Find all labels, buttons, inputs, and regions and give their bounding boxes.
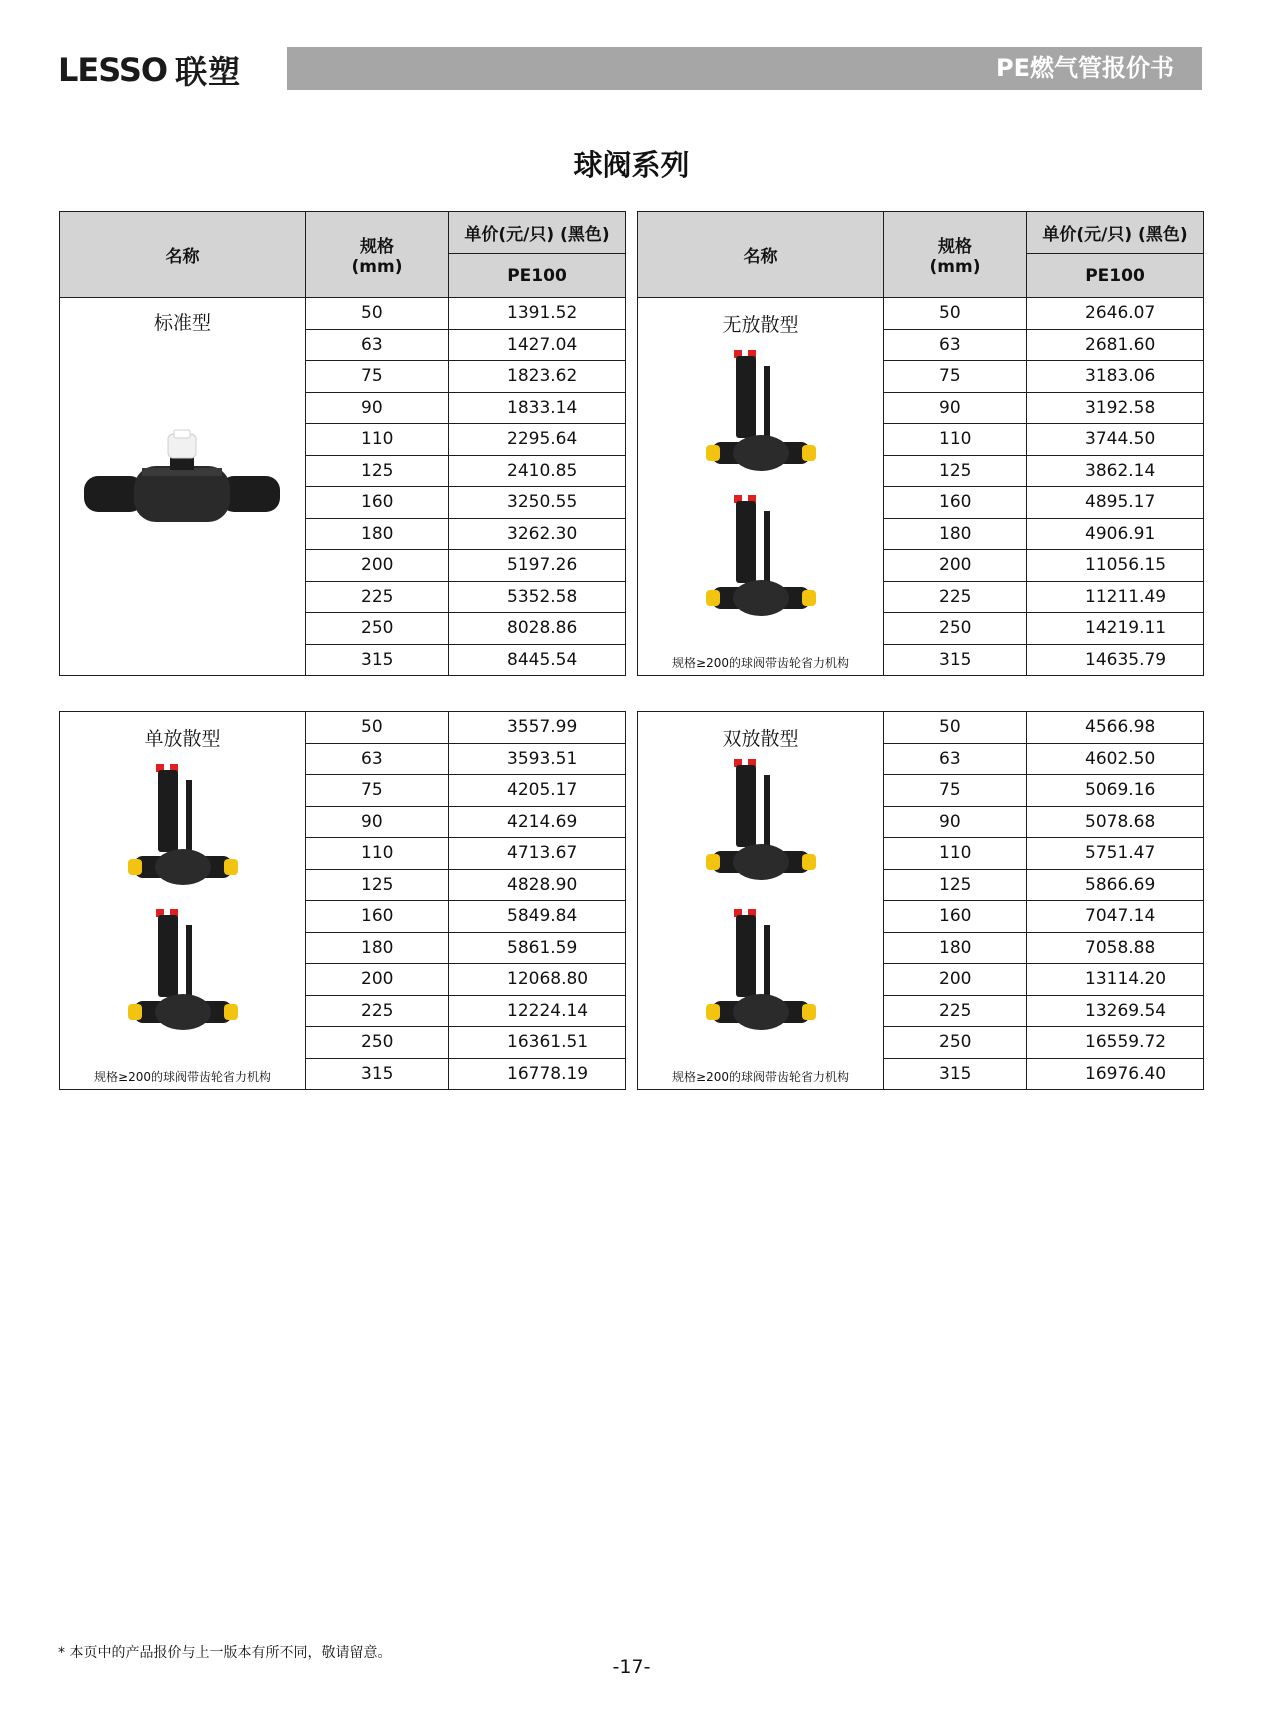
price-cell: 3862.14 bbox=[1027, 455, 1204, 487]
page-number: -17- bbox=[612, 1656, 651, 1678]
price-cell: 7047.14 bbox=[1027, 901, 1204, 933]
spec-cell: 225 bbox=[306, 995, 449, 1027]
brand-logo bbox=[58, 50, 241, 90]
price-cell: 3192.58 bbox=[1027, 392, 1204, 424]
price-cell: 5078.68 bbox=[1027, 806, 1204, 838]
table-row bbox=[60, 298, 626, 330]
price-cell: 2646.07 bbox=[1027, 298, 1204, 330]
stem-valve-image-large bbox=[706, 907, 816, 1037]
price-cell: 3262.30 bbox=[449, 518, 626, 550]
product-note: 规格≥200的球阀带齿轮省力机构 bbox=[672, 1070, 849, 1084]
price-rows bbox=[60, 712, 626, 1090]
price-cell: 14635.79 bbox=[1027, 644, 1204, 676]
spec-cell: 250 bbox=[884, 1027, 1027, 1059]
price-cell: 4602.50 bbox=[1027, 743, 1204, 775]
spec-cell: 250 bbox=[306, 1027, 449, 1059]
spec-cell: 50 bbox=[884, 298, 1027, 330]
spec-cell: 200 bbox=[306, 964, 449, 996]
product-name: 双放散型 bbox=[722, 728, 799, 750]
spec-cell: 90 bbox=[306, 806, 449, 838]
price-cell: 4713.67 bbox=[449, 838, 626, 870]
price-cell: 5069.16 bbox=[1027, 775, 1204, 807]
footnote: * 本页中的产品报价与上一版本有所不同，敬请留意。 bbox=[58, 1645, 392, 1661]
price-cell: 5197.26 bbox=[449, 550, 626, 582]
spec-cell: 315 bbox=[306, 644, 449, 676]
col-header-name: 名称 bbox=[60, 212, 306, 298]
price-cell: 3593.51 bbox=[449, 743, 626, 775]
col-header-grade: PE100 bbox=[1027, 254, 1204, 298]
spec-cell: 200 bbox=[884, 550, 1027, 582]
price-cell: 3183.06 bbox=[1027, 361, 1204, 393]
product-name: 单放散型 bbox=[144, 728, 221, 750]
price-cell: 14219.11 bbox=[1027, 613, 1204, 645]
price-cell: 3250.55 bbox=[449, 487, 626, 519]
spec-cell: 180 bbox=[306, 932, 449, 964]
spec-cell: 63 bbox=[884, 329, 1027, 361]
spec-cell: 63 bbox=[306, 329, 449, 361]
price-cell: 7058.88 bbox=[1027, 932, 1204, 964]
price-cell: 8028.86 bbox=[449, 613, 626, 645]
spec-cell: 200 bbox=[306, 550, 449, 582]
spec-cell: 225 bbox=[884, 581, 1027, 613]
spec-cell: 250 bbox=[306, 613, 449, 645]
col-header-price: 单价(元/只) (黑色) bbox=[449, 212, 626, 254]
price-cell: 12224.14 bbox=[449, 995, 626, 1027]
price-cell: 1391.52 bbox=[449, 298, 626, 330]
spec-cell: 160 bbox=[884, 901, 1027, 933]
spec-cell: 250 bbox=[884, 613, 1027, 645]
spec-cell: 110 bbox=[306, 424, 449, 456]
price-table-2 bbox=[637, 211, 1204, 676]
spec-cell: 50 bbox=[884, 712, 1027, 744]
stem-valve-image-large bbox=[128, 907, 238, 1037]
price-cell: 4828.90 bbox=[449, 869, 626, 901]
col-header-price: 单价(元/只) (黑色) bbox=[1027, 212, 1204, 254]
spec-cell: 315 bbox=[884, 1058, 1027, 1090]
price-cell: 8445.54 bbox=[449, 644, 626, 676]
col-header-grade: PE100 bbox=[449, 254, 626, 298]
spec-cell: 180 bbox=[306, 518, 449, 550]
price-cell: 2681.60 bbox=[1027, 329, 1204, 361]
price-cell: 2410.85 bbox=[449, 455, 626, 487]
col-header-spec-line1: 规格 bbox=[938, 237, 972, 257]
stem-valve-image-small bbox=[706, 348, 816, 478]
spec-cell: 160 bbox=[306, 901, 449, 933]
brand-latin: LESSO bbox=[58, 51, 168, 89]
price-rows bbox=[638, 712, 1204, 1090]
spec-cell: 225 bbox=[884, 995, 1027, 1027]
price-cell: 4906.91 bbox=[1027, 518, 1204, 550]
col-header-spec-line1: 规格 bbox=[360, 237, 394, 257]
price-cell: 1833.14 bbox=[449, 392, 626, 424]
table-row bbox=[638, 298, 1204, 330]
price-cell: 5861.59 bbox=[449, 932, 626, 964]
spec-cell: 110 bbox=[306, 838, 449, 870]
product-note: 规格≥200的球阀带齿轮省力机构 bbox=[672, 656, 849, 670]
price-cell: 13114.20 bbox=[1027, 964, 1204, 996]
price-cell: 4566.98 bbox=[1027, 712, 1204, 744]
price-cell: 4895.17 bbox=[1027, 487, 1204, 519]
stem-valve-image-small bbox=[706, 757, 816, 887]
table-row bbox=[60, 712, 626, 744]
table-row bbox=[638, 712, 1204, 744]
price-cell: 2295.64 bbox=[449, 424, 626, 456]
price-cell: 3557.99 bbox=[449, 712, 626, 744]
spec-cell: 90 bbox=[884, 392, 1027, 424]
col-header-name: 名称 bbox=[638, 212, 884, 298]
price-cell: 16976.40 bbox=[1027, 1058, 1204, 1090]
col-header-spec bbox=[884, 212, 1027, 298]
price-cell: 5352.58 bbox=[449, 581, 626, 613]
spec-cell: 50 bbox=[306, 298, 449, 330]
price-cell: 12068.80 bbox=[449, 964, 626, 996]
col-header-spec-line2: (mm) bbox=[929, 257, 981, 277]
price-rows bbox=[638, 298, 1204, 676]
spec-cell: 110 bbox=[884, 424, 1027, 456]
header-bar bbox=[287, 47, 1202, 90]
spec-cell: 315 bbox=[884, 644, 1027, 676]
brand-cn: 联塑 bbox=[175, 53, 242, 91]
col-header-spec-line2: (mm) bbox=[351, 257, 403, 277]
price-rows bbox=[60, 298, 626, 676]
spec-cell: 63 bbox=[306, 743, 449, 775]
price-cell: 5866.69 bbox=[1027, 869, 1204, 901]
price-cell: 16559.72 bbox=[1027, 1027, 1204, 1059]
price-cell: 4214.69 bbox=[449, 806, 626, 838]
price-table-1 bbox=[59, 211, 626, 676]
spec-cell: 160 bbox=[884, 487, 1027, 519]
price-cell: 16361.51 bbox=[449, 1027, 626, 1059]
spec-cell: 180 bbox=[884, 932, 1027, 964]
price-table-3 bbox=[59, 711, 626, 1090]
spec-cell: 160 bbox=[306, 487, 449, 519]
product-cell bbox=[638, 712, 884, 1090]
price-cell: 3744.50 bbox=[1027, 424, 1204, 456]
col-header-spec bbox=[306, 212, 449, 298]
spec-cell: 90 bbox=[884, 806, 1027, 838]
price-cell: 4205.17 bbox=[449, 775, 626, 807]
spec-cell: 75 bbox=[884, 361, 1027, 393]
spec-cell: 225 bbox=[306, 581, 449, 613]
price-cell: 11056.15 bbox=[1027, 550, 1204, 582]
spec-cell: 75 bbox=[306, 361, 449, 393]
spec-cell: 125 bbox=[884, 869, 1027, 901]
spec-cell: 75 bbox=[306, 775, 449, 807]
price-cell: 11211.49 bbox=[1027, 581, 1204, 613]
product-cell bbox=[60, 298, 306, 676]
doc-title: PE燃气管报价书 bbox=[996, 54, 1174, 82]
product-name: 标准型 bbox=[153, 312, 211, 334]
product-name: 无放散型 bbox=[722, 314, 799, 336]
spec-cell: 63 bbox=[884, 743, 1027, 775]
price-cell: 16778.19 bbox=[449, 1058, 626, 1090]
spec-cell: 75 bbox=[884, 775, 1027, 807]
spec-cell: 180 bbox=[884, 518, 1027, 550]
spec-cell: 125 bbox=[884, 455, 1027, 487]
spec-cell: 315 bbox=[306, 1058, 449, 1090]
spec-cell: 110 bbox=[884, 838, 1027, 870]
stem-valve-image-large bbox=[706, 493, 816, 623]
spec-cell: 50 bbox=[306, 712, 449, 744]
price-cell: 5751.47 bbox=[1027, 838, 1204, 870]
product-note: 规格≥200的球阀带齿轮省力机构 bbox=[94, 1070, 271, 1084]
product-cell bbox=[638, 298, 884, 676]
spec-cell: 125 bbox=[306, 869, 449, 901]
page-title: 球阀系列 bbox=[573, 148, 690, 182]
stem-valve-image-small bbox=[128, 762, 238, 892]
standard-ball-valve-image bbox=[82, 428, 282, 538]
price-cell: 1427.04 bbox=[449, 329, 626, 361]
spec-cell: 125 bbox=[306, 455, 449, 487]
product-cell bbox=[60, 712, 306, 1090]
spec-cell: 200 bbox=[884, 964, 1027, 996]
spec-cell: 90 bbox=[306, 392, 449, 424]
price-cell: 5849.84 bbox=[449, 901, 626, 933]
price-cell: 1823.62 bbox=[449, 361, 626, 393]
price-cell: 13269.54 bbox=[1027, 995, 1204, 1027]
price-table-4 bbox=[637, 711, 1204, 1090]
